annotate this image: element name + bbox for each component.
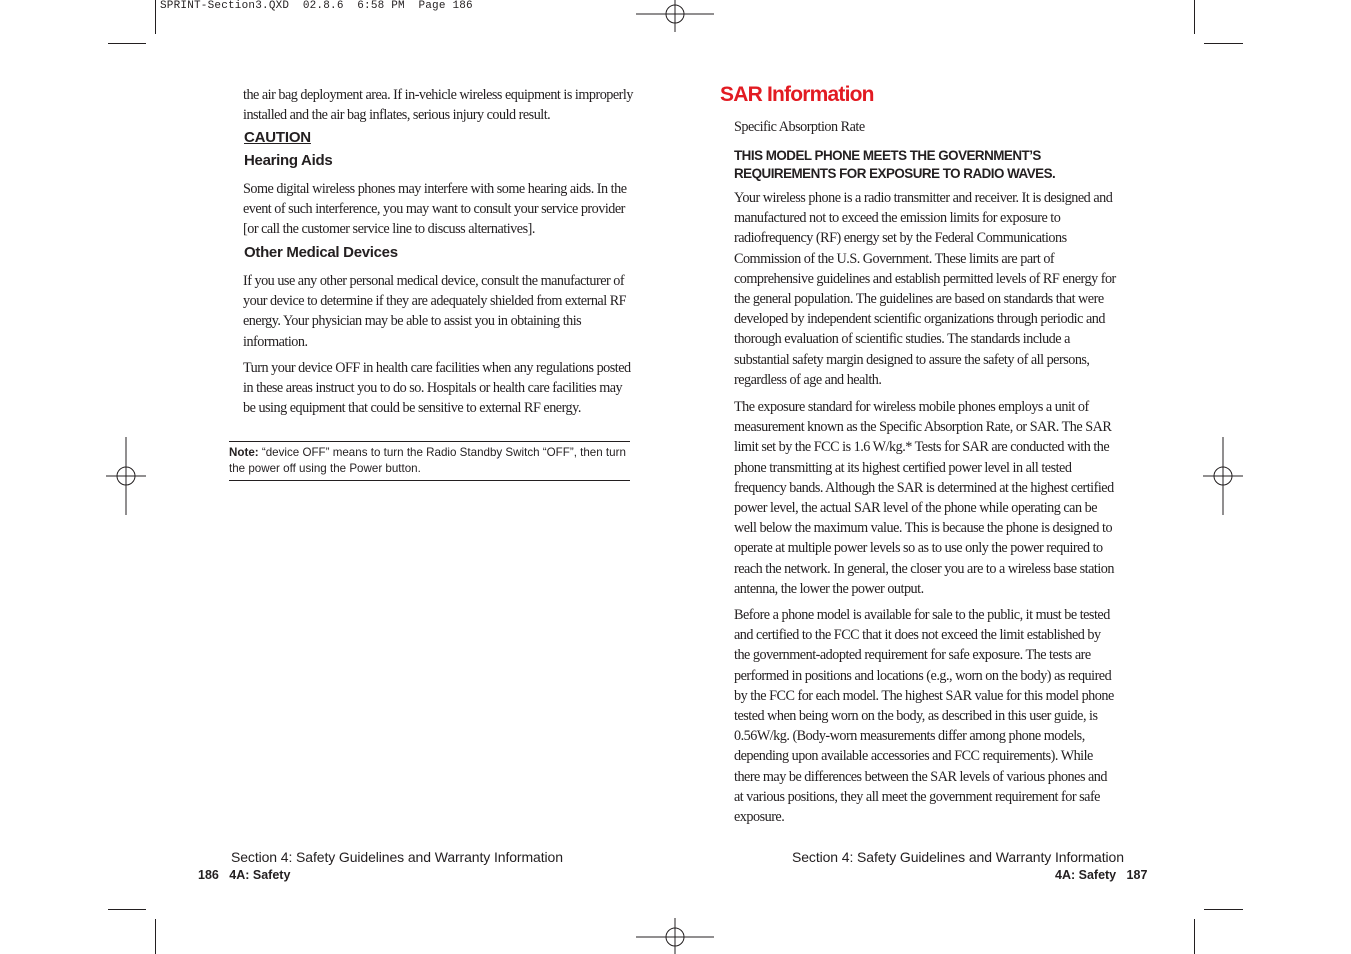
sar-paragraph-1: Your wireless phone is a radio transmitter and receiver. It is designed and manufactured not to exceed the emission limits for exposure to radiofrequency (RF) energy set by the Federal Communications Commission of the U.S. Government. These limits are part of comprehensive guidelines and establish permitted levels of RF energy for the general population. The guidelines are based on standards that were developed by independent scientific organizations through periodic and thorough evaluation of scientific studies. The standards include a substantial safety margin designed to assure the safety of all persons, regardless of age and health. bbox=[734, 190, 1116, 388]
crop-mark bbox=[1194, 0, 1195, 34]
registration-mark-icon bbox=[636, 0, 714, 32]
sar-paragraph-2: The exposure standard for wireless mobile phones employs a unit of measurement known as the Specific Absorption Rate, or SAR. The SAR limit set by the FCC is 1.6 W/kg.* Tests for SAR are conducted with the phone transmitting at its highest certified power level in all tested frequency bands. Although the SAR is determined at the highest certified power level, the actual SAR level of the phone while operating can be well below the maximum value. This is because the phone is designed to operate at multiple power levels so as to use only the power required to reach the network. In general, the closer you are to a wireless base station antenna, the lower the power output. bbox=[734, 399, 1114, 597]
left-footer-section: Section 4: Safety Guidelines and Warranty Information bbox=[231, 849, 563, 865]
sar-paragraph-3: Before a phone model is available for sale to the public, it must be tested and certified to the FCC that it does not exceed the limit established by the government-adopted requirement for safe exposure. The tests are performed in positions and locations (e.g., worn on the body) as required by the FCC for each model. The highest SAR value for this model phone tested when being worn on the body, as described in this user guide, is 0.56W/kg. (Body-worn measurements differ among phone models, depending upon available accessories and FCC requirements). While there may be differences between the SAR levels of various phones and at various positions, they all meet the government requirement for safe exposure. bbox=[734, 607, 1114, 826]
note-box bbox=[229, 441, 630, 481]
right-footer-page-number: 4A: Safety 187 bbox=[1055, 868, 1148, 882]
medical-devices-heading: Other Medical Devices bbox=[244, 244, 398, 261]
crop-mark bbox=[155, 919, 156, 954]
registration-mark-icon bbox=[636, 918, 714, 954]
sar-caps-heading-line: REQUIREMENTS FOR EXPOSURE TO RADIO WAVES. bbox=[734, 166, 1056, 181]
sar-caps-heading bbox=[734, 147, 1055, 183]
note-label: Note: bbox=[229, 446, 259, 459]
crop-mark bbox=[1204, 909, 1243, 910]
caution-heading: CAUTION bbox=[244, 129, 311, 146]
crop-mark bbox=[1204, 43, 1243, 44]
hearing-aids-heading: Hearing Aids bbox=[244, 152, 333, 169]
crop-mark bbox=[108, 909, 146, 910]
page-title: SAR Information bbox=[720, 83, 874, 106]
hearing-aids-paragraph: Some digital wireless phones may interfere with some hearing aids. In the event of such interference, you may want to consult your service provider [or call the customer service line to discuss alternatives]. bbox=[243, 181, 627, 238]
medical-devices-paragraph: If you use any other personal medical device, consult the manufacturer of your device to determine if they are adequately shielded from external RF energy. Your physician may be able to assist you in obtaining this information. bbox=[243, 273, 627, 350]
note-text: “device OFF” means to turn the Radio Standby Switch “OFF”, then turn the power off using the Power button. bbox=[229, 446, 626, 475]
file-slug: SPRINT-Section3.QXD 02.8.6 6:58 PM Page 186 bbox=[160, 0, 473, 12]
crop-mark bbox=[1194, 919, 1195, 954]
page-subtitle: Specific Absorption Rate bbox=[734, 119, 865, 135]
intro-paragraph: the air bag deployment area. If in-vehicle wireless equipment is improperly installed and the air bag inflates, serious injury could result. bbox=[243, 87, 633, 124]
right-footer-section: Section 4: Safety Guidelines and Warranty Information bbox=[792, 849, 1124, 865]
left-footer-page-number: 186 4A: Safety bbox=[198, 868, 291, 882]
crop-mark bbox=[155, 0, 156, 34]
registration-mark-icon bbox=[106, 437, 146, 515]
registration-mark-icon bbox=[1203, 437, 1243, 515]
health-facilities-paragraph: Turn your device OFF in health care facilities when any regulations posted in these areas instruct you to do so. Hospitals or health care facilities may be using equipment that could be sensitive to external RF energy. bbox=[243, 360, 631, 417]
sar-caps-heading-line: THIS MODEL PHONE MEETS THE GOVERNMENT’S bbox=[734, 148, 1041, 163]
crop-mark bbox=[108, 43, 146, 44]
